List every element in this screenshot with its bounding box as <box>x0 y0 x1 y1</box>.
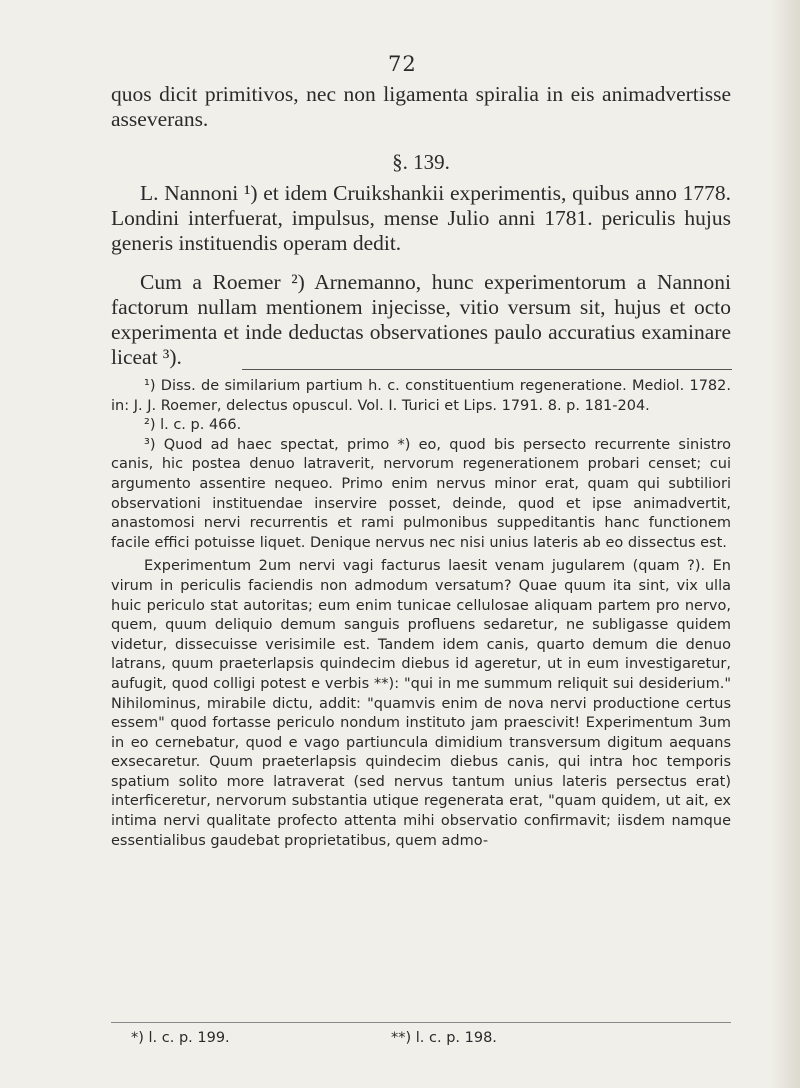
footnote-3-continuation: Experimentum 2um nervi vagi facturus laesit venam jugularem (quam ?). En virum in periculis faciendis non admodum versatum? Quae quum ita sint, vix ulla huic periculo stat autoritas; eum enim tunicae cellulosae aliquam partem pro nervo, quem, quum deliquio demum sanguis profluens sedaretur, ne subligasse quidem videtur, dissecuisse verisimile est. Tandem idem canis, quarto demum die denuo latrans, quum praeterlapsis quindecim diebus id ageretur, ut in eum investigaretur, aufugit, quod colligi potest e verbis **): "qui in me summum reliquit sui desiderium." Nihilominus, mirabile dictu, addit: "quamvis enim de nova nervi productione certus essem" quod fortasse periculo nondum instituto jam praescivit! Experimentum 3um in eo cernebatur, quod e vago partiuncula dimidium transversum digitum aequans exsecaretur. Quum praeterlapsis quindecim diebus canis, qui intra hoc temporis spatium solito more latraverat (sed nervus tantum unius lateris persectus erat) interficeretur, nervorum substantia utique regenerata erat, "quam quidem, ut ait, ex intima nervi qualitate profecto attenta mihi observatio confirmavit; iisdem namque essentialibus gaudebat proprietatibus, quem admo- <box>111 558 731 849</box>
footnote-separator <box>242 369 732 370</box>
bottom-note-separator <box>111 1022 731 1023</box>
page-number: 72 <box>388 52 417 76</box>
page-edge-shadow <box>770 0 800 1088</box>
paragraph-2: L. Nannoni ¹) et idem Cruikshankii experimentis, quibus anno 1778. Londini interfuerat, impulsus, mense Julio anni 1781. periculis hujus generis instituendis operam dedit. <box>111 181 731 255</box>
paragraph-1: quos dicit primitivos, nec non ligamenta spiralia in eis animadvertisse asseverans. <box>111 82 731 131</box>
main-text <box>111 82 731 370</box>
bottom-note-left: *) l. c. p. 199. <box>131 1030 230 1046</box>
footnote-1: ¹) Diss. de similarium partium h. c. constituentium regeneratione. Mediol. 1782. in: J. J. Roemer, delectus opuscul. Vol. I. Turici et Lips. 1791. 8. p. 181-204. <box>111 378 731 414</box>
footnotes <box>111 377 731 851</box>
footnote-2: ²) l. c. p. 466. <box>144 417 242 434</box>
section-heading: §. 139. <box>392 150 450 174</box>
footnote-3: ³) Quod ad haec spectat, primo *) eo, quod bis persecto recurrente sinistro canis, hic postea denuo latraverit, nervorum regenerationem probari censet; cui argumento assentire nequeo. Primo enim nervus minor erat, quam qui subtiliori observationi instituendae inservire posset, deinde, quod et ipse animadvertit, anastomosi nervi recurrentis et rami pulmonibus suppeditantis hanc functionem facile effici potuisse liquet. Denique nervus nec nisi unius lateris ab eo dissectus est. <box>111 436 731 551</box>
bottom-note-right: **) l. c. p. 198. <box>391 1030 497 1046</box>
paragraph-3: Cum a Roemer ²) Arnemanno, hunc experimentorum a Nannoni factorum nullam mentionem injecisse, vitio versum sit, hujus et octo experimenta et inde deductas observationes paulo accuratius examinare liceat ³). <box>111 270 731 369</box>
